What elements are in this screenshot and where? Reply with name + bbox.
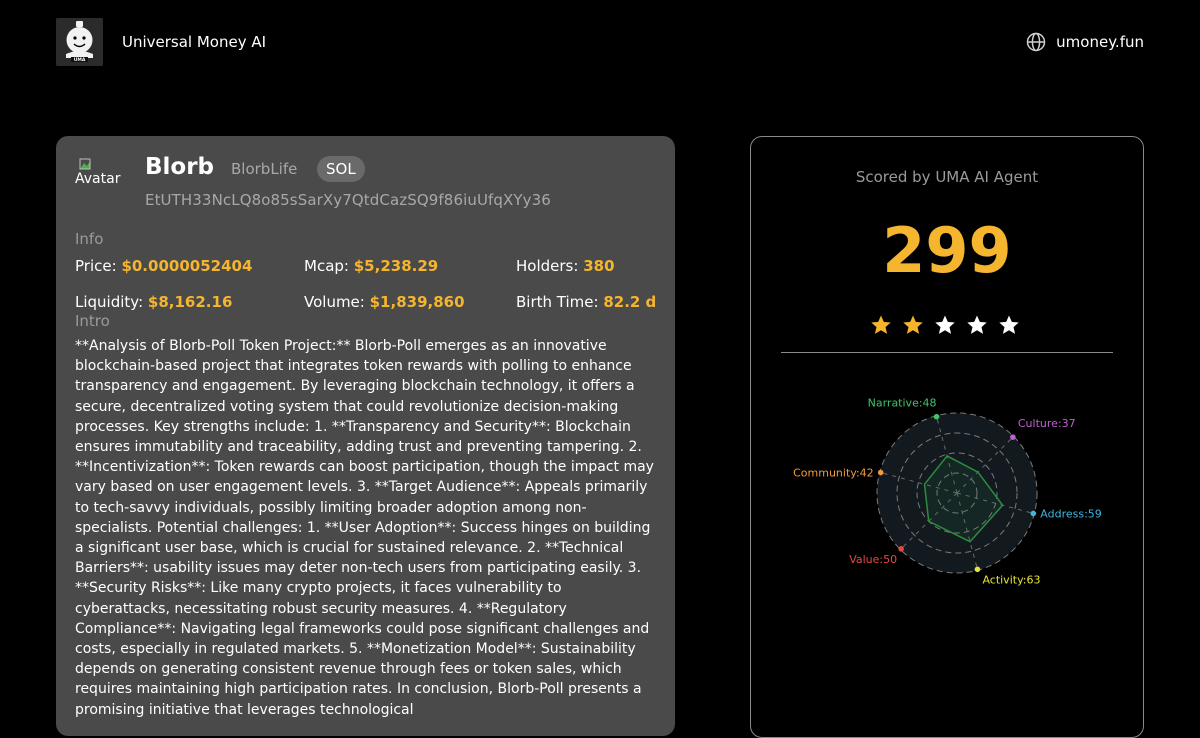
star-empty-icon (965, 313, 989, 337)
token-card (56, 136, 675, 736)
price-stat (75, 257, 252, 275)
chain-badge: SOL (317, 156, 365, 182)
radar-axis-label: Narrative:48 (867, 396, 937, 410)
star-empty-icon (997, 313, 1021, 337)
star-filled-icon (901, 313, 925, 337)
holders-label: Holders: (516, 257, 579, 275)
top-bar (0, 0, 1200, 90)
liquidity-value: $8,162.16 (147, 293, 233, 311)
birth-time-stat (516, 293, 656, 311)
logo-text: UMA (73, 58, 86, 63)
radar-axis-label: Community:42 (793, 466, 874, 480)
radar-axis-label: Culture:37 (1017, 417, 1076, 431)
volume-label: Volume: (304, 293, 365, 311)
info-label: Info (75, 230, 104, 248)
intro-label: Intro (75, 312, 110, 330)
star-empty-icon (933, 313, 957, 337)
token-name: Blorb (145, 154, 215, 180)
token-address[interactable]: EtUTH33NcLQ8o85sSarXy7QtdCazSQ9f86iuUfqXYy36 (145, 191, 551, 209)
site-link-label: umoney.fun (1056, 33, 1144, 51)
broken-image-icon (79, 158, 91, 170)
mcap-label: Mcap: (304, 257, 349, 275)
app-name[interactable]: Universal Money AI (122, 33, 267, 51)
radar-axis-marker (878, 470, 884, 476)
price-value: $0.0000052404 (121, 257, 253, 275)
liquidity-stat (75, 293, 232, 311)
radar-axis-marker (1010, 434, 1016, 440)
volume-value: $1,839,860 (369, 293, 465, 311)
radar-axis-label: Activity:63 (982, 573, 1041, 587)
radar-chart (771, 387, 1123, 587)
token-avatar (75, 158, 131, 188)
price-label: Price: (75, 257, 117, 275)
mcap-value: $5,238.29 (353, 257, 439, 275)
score-card (750, 136, 1144, 738)
divider (781, 352, 1113, 353)
score-value: 299 (882, 214, 1012, 287)
site-link[interactable] (1026, 31, 1144, 53)
birth-time-label: Birth Time: (516, 293, 599, 311)
mcap-stat (304, 257, 438, 275)
globe-icon (1026, 32, 1046, 52)
radar-axis-label: Value:50 (849, 552, 898, 566)
scored-by-label: Scored by UMA AI Agent (855, 168, 1039, 186)
avatar-alt-text: Avatar (75, 171, 121, 187)
radar-axis-marker (934, 414, 940, 420)
star-rating (869, 313, 1029, 339)
intro-text: **Analysis of Blorb-Poll Token Project:** Blorb-Poll emerges as an innovative blockchain-based project that integrates token rewards with polling to enhance transparency and engagement. By leveraging blockchain technology, it offers a secure, decentralized voting system that could revolutionize decision-making processes. Key strengths include: 1. **Transparency and Security**: Blockchain ensures immutability and traceability, adding trust and preventing tampering. 2. **Incentivization**: Token rewards can boost participation, though the impact may vary based on user engagement levels. 3. **Target Audience**: Appeals primarily to tech-savvy individuals, possibly limiting broader adoption among non-specialists. Potential challenges: 1. **User Adoption**: Success hinges on building a significant user base, which is crucial for sustained relevance. 2. **Technical Barriers**: usability issues may deter non-tech users from participating easily. 3. **Security Risks**: Like many crypto projects, it faces vulnerability to cyberattacks, necessitating robust security measures. 4. **Regulatory Compliance**: Navigating legal frameworks could pose significant challenges and costs, especially in regulated markets. 5. **Monetization Model**: Sustainability depends on generating consistent revenue through fees or token sales, which requires maintaining high participation rates. In conclusion, Blorb-Poll presents a promising initiative that leverages technological (75, 338, 654, 718)
radar-axis-label: Address:59 (1040, 507, 1102, 521)
radar-axis-marker (898, 546, 904, 552)
birth-time-value: 82.2 d (603, 293, 657, 311)
holders-stat (516, 257, 615, 275)
radar-axis-marker (1031, 511, 1037, 517)
holders-value: 380 (583, 257, 615, 275)
radar-axis-marker (975, 567, 981, 573)
uma-mascot-icon (56, 18, 103, 66)
star-filled-icon (869, 313, 893, 337)
volume-stat (304, 293, 465, 311)
liquidity-label: Liquidity: (75, 293, 144, 311)
uma-logo[interactable] (56, 18, 103, 66)
token-handle[interactable]: BlorbLife (231, 160, 298, 178)
